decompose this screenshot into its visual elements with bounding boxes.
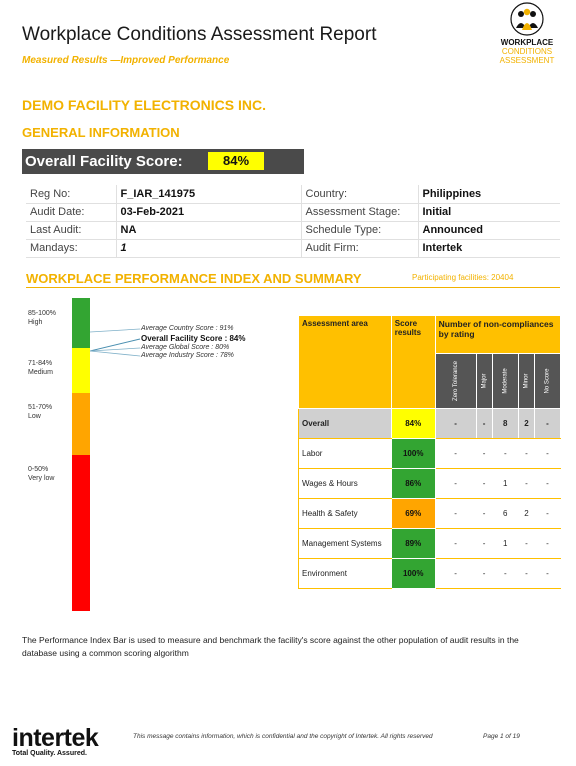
report-subtitle: Measured Results —Improved Performance (22, 55, 230, 66)
perf-score-cell: 100% (391, 439, 435, 469)
rating-minor (518, 354, 534, 409)
band-high-label (28, 309, 56, 327)
perf-count-cell: - (435, 499, 476, 529)
rating-zero-tolerance (435, 354, 476, 409)
band-low-label (28, 403, 52, 421)
perf-score-cell: 84% (391, 409, 435, 439)
perf-count-cell: - (534, 469, 560, 499)
rating-moderate-text: Moderate (502, 368, 509, 394)
schedule-type-value: Announced (418, 221, 560, 239)
page-number: Page 1 of 19 (483, 733, 520, 740)
general-info-table (26, 185, 560, 258)
perf-score-cell: 100% (391, 559, 435, 589)
band-medium-name: Medium (28, 369, 53, 376)
report-title: Workplace Conditions Assessment Report (22, 24, 377, 45)
perf-count-cell: - (518, 529, 534, 559)
last-audit-label: Last Audit: (26, 221, 116, 239)
perf-count-cell: - (476, 469, 492, 499)
index-bar-high (72, 298, 90, 348)
perf-area-cell: Labor (299, 439, 392, 469)
intertek-logo: intertek (12, 724, 99, 752)
logo-line-workplace: WORKPLACE (500, 38, 554, 47)
mandays-value: 1 (116, 239, 301, 257)
perf-row (299, 469, 561, 499)
perf-count-cell: 2 (518, 409, 534, 439)
perf-count-cell: - (534, 439, 560, 469)
logo-line-assessment: ASSESSMENT (499, 56, 555, 65)
assessment-stage-label: Assessment Stage: (301, 203, 418, 221)
reg-no-label: Reg No: (26, 185, 116, 203)
reg-no-value: F_IAR_141975 (116, 185, 301, 203)
rating-no-score (534, 354, 560, 409)
perf-count-cell: 8 (492, 409, 518, 439)
index-bar-low (72, 393, 90, 455)
perf-area-cell: Environment (299, 559, 392, 589)
band-low-range: 51-70% (28, 404, 53, 411)
band-high-range: 85-100% (28, 310, 57, 317)
band-very-low-name: Very low (28, 475, 55, 482)
rating-moderate (492, 354, 518, 409)
perf-score-cell: 89% (391, 529, 435, 559)
last-audit-value: NA (116, 221, 301, 239)
participating-facilities: Participating facilities: 20404 (412, 273, 514, 282)
schedule-type-label: Schedule Type: (301, 221, 418, 239)
index-bar-very-low (72, 455, 90, 611)
perf-area-cell: Health & Safety (299, 499, 392, 529)
perf-area-cell: Overall (299, 409, 392, 439)
wpi-divider (26, 287, 560, 288)
perf-count-cell: - (435, 469, 476, 499)
perf-count-cell: - (476, 409, 492, 439)
info-row (26, 239, 560, 257)
perf-count-cell: - (518, 469, 534, 499)
perf-count-cell: 6 (492, 499, 518, 529)
assessment-stage-value: Initial (418, 203, 560, 221)
company-name: DEMO FACILITY ELECTRONICS INC. (22, 97, 266, 113)
avg-industry-score: Average Industry Score : 78% (141, 352, 234, 359)
perf-count-cell: 1 (492, 529, 518, 559)
rating-minor-text: Minor (523, 373, 530, 389)
confidentiality-notice: This message contains information, which is confidential and the copyright of Intertek. All rights reserved (133, 733, 433, 740)
perf-count-cell: - (476, 559, 492, 589)
col-nonconformities: Number of non-compliances by rating (435, 316, 560, 354)
band-medium-label (28, 359, 53, 377)
country-pointer-line (90, 329, 140, 332)
perf-count-cell: - (435, 439, 476, 469)
perf-count-cell: - (518, 439, 534, 469)
industry-pointer-line (90, 351, 140, 356)
perf-count-cell: - (534, 529, 560, 559)
perf-header-row (299, 316, 561, 354)
info-row (26, 221, 560, 239)
index-bar-medium (72, 348, 90, 393)
rating-zero-tolerance-text: Zero Tolerance (452, 361, 459, 401)
rating-major-text: Major (481, 373, 488, 389)
perf-count-cell: 2 (518, 499, 534, 529)
perf-row (299, 409, 561, 439)
perf-row (299, 439, 561, 469)
band-very-low-label (28, 465, 54, 483)
perf-count-cell: - (476, 499, 492, 529)
score-pointer-lines (90, 320, 142, 360)
perf-count-cell: - (534, 559, 560, 589)
audit-date-label: Audit Date: (26, 203, 116, 221)
perf-count-cell: - (518, 559, 534, 589)
rating-major (476, 354, 492, 409)
perf-score-cell: 86% (391, 469, 435, 499)
perf-area-cell: Management Systems (299, 529, 392, 559)
perf-count-cell: - (435, 529, 476, 559)
audit-firm-value: Intertek (418, 239, 560, 257)
perf-count-cell: - (476, 439, 492, 469)
perf-count-cell: 1 (492, 469, 518, 499)
wpi-heading: WORKPLACE PERFORMANCE INDEX AND SUMMARY (26, 271, 362, 286)
footnote: The Performance Index Bar is used to measure and benchmark the facility's score against the other population of audit results in the database using a common scoring algorithm (22, 635, 519, 658)
avg-country-score: Average Country Score : 91% (141, 325, 234, 332)
workers-icon (510, 2, 544, 36)
band-very-low-range: 0-50% (28, 466, 49, 473)
country-value: Philippines (418, 185, 560, 203)
band-high-name: High (28, 319, 43, 326)
perf-row (299, 559, 561, 589)
info-row (26, 203, 560, 221)
country-label: Country: (301, 185, 418, 203)
perf-count-cell: - (492, 559, 518, 589)
perf-score-cell: 69% (391, 499, 435, 529)
perf-count-cell: - (476, 529, 492, 559)
performance-table (298, 315, 561, 589)
overall-score-banner (22, 149, 304, 174)
avg-global-score: Average Global Score : 80% (141, 344, 230, 351)
perf-row (299, 499, 561, 529)
logo-line-conditions: CONDITIONS (501, 47, 553, 56)
rating-no-score-text: No Score (544, 368, 551, 394)
band-medium-range: 71-84% (28, 360, 53, 367)
perf-count-cell: - (435, 409, 476, 439)
audit-firm-label: Audit Firm: (301, 239, 418, 257)
wca-logo (496, 2, 558, 76)
perf-area-cell: Wages & Hours (299, 469, 392, 499)
intertek-tagline: Total Quality. Assured. (12, 750, 87, 757)
general-information-heading: GENERAL INFORMATION (22, 125, 180, 140)
perf-count-cell: - (534, 409, 560, 439)
perf-count-cell: - (492, 439, 518, 469)
perf-row (299, 529, 561, 559)
perf-body (299, 409, 561, 589)
col-score-results: Score results (391, 316, 435, 409)
audit-date-value: 03-Feb-2021 (116, 203, 301, 221)
info-row (26, 185, 560, 203)
band-low-name: Low (28, 413, 41, 420)
overall-facility-score-pointer: Overall Facility Score : 84% (141, 334, 246, 343)
mandays-label: Mandays: (26, 239, 116, 257)
overall-score-value: 84% (208, 152, 264, 170)
perf-count-cell: - (534, 499, 560, 529)
overall-score-label: Overall Facility Score: (25, 153, 183, 170)
col-assessment-area: Assessment area (299, 316, 392, 409)
perf-count-cell: - (435, 559, 476, 589)
